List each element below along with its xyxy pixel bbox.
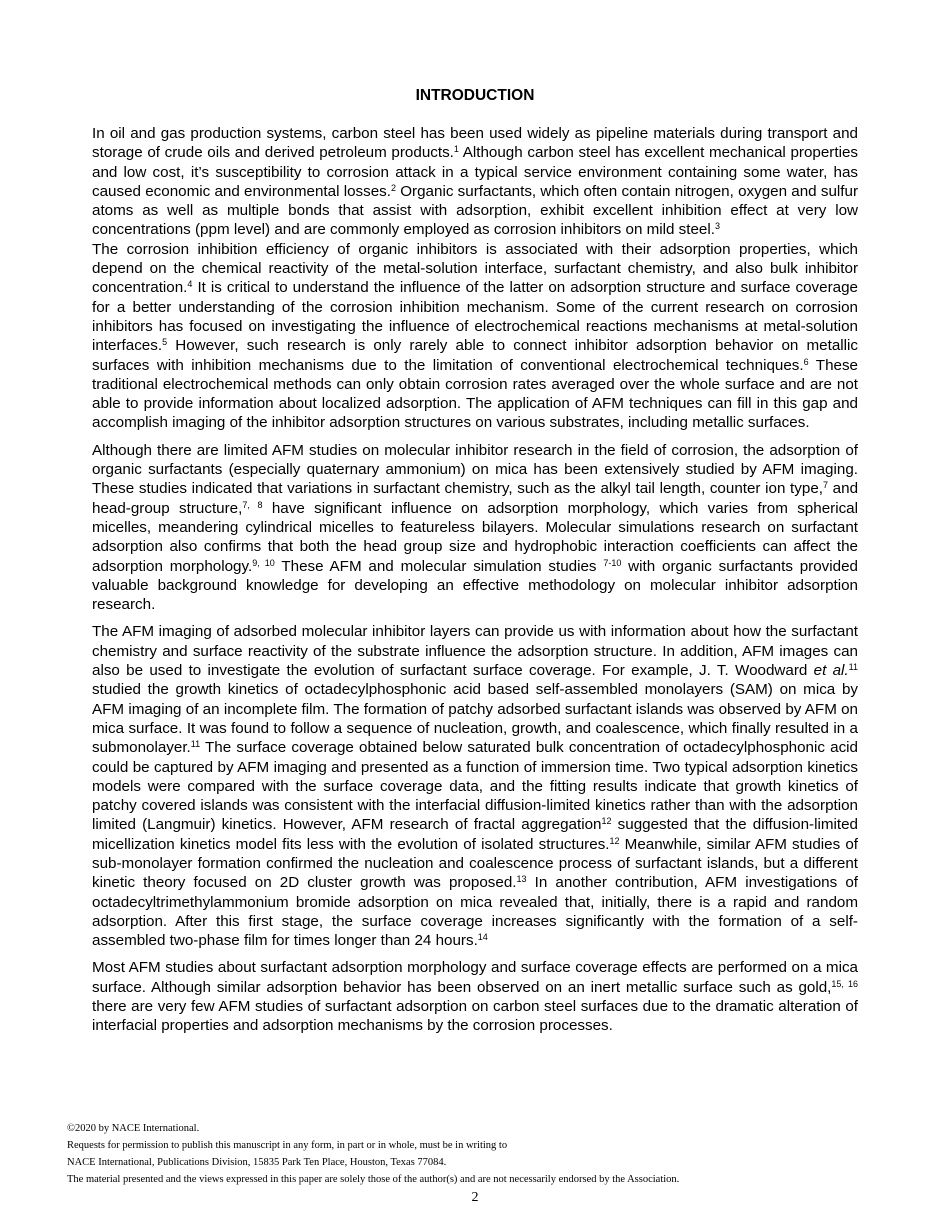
text-run: The surface coverage obtained below saturated bulk concentration of octadecylphosphonic acid could be captured by AFM imaging and presented as a function of immersion time. Two typical adsorption kinetics models were compared with the surface coverage data, and the fitting results indicate that growth kinetics of patchy covered islands was consistent with the interfacial diffusion-limited kinetics rather than with the adsorption limited (Langmuir) kinetics. However, AFM research of fractal aggregation [92, 739, 858, 834]
citation-superscript: 2 [390, 182, 396, 193]
text-run: studied the growth kinetics of octadecylphosphonic acid based self-assembled monolayers (SAM) on mica by AFM imaging of an incomplete film. The formation of patchy adsorbed surfactant islands was observed by AFM on mica surface. It was found to follow a sequence of nucleation, growth, and coalescence, which finally resulted in a submonolayer. [92, 681, 858, 757]
permission-line-1: Requests for permission to publish this manuscript in any form, in part or in whole, must be in writing to [67, 1140, 508, 1151]
citation-superscript: 6 [803, 356, 809, 367]
footer-notice [67, 1120, 883, 1188]
text-run: Although there are limited AFM studies on molecular inhibitor research in the field of corrosion, the adsorption of organic surfactants (especially quaternary ammonium) on mica has been extensively studied by AFM imaging. These studies indicated that variations in surfactant chemistry, such as the alkyl tail length, counter ion type, [92, 441, 858, 498]
page-number: 2 [471, 1190, 479, 1205]
text-run: with organic surfactants provided valuable background knowledge for developing an effective methodology on molecular inhibitor adsorption research. [92, 557, 858, 614]
citation-superscript: 7-10 [603, 557, 622, 568]
citation-superscript: 9, 10 [252, 557, 275, 568]
paragraph-2 [92, 240, 858, 433]
text-run: These AFM and molecular simulation studies [274, 557, 604, 575]
permission-line-2: NACE International, Publications Division, 15835 Park Ten Place, Houston, Texas 77084. [67, 1157, 447, 1168]
citation-superscript: 3 [714, 221, 720, 232]
paragraph-4 [92, 622, 858, 950]
citation-superscript: 4 [187, 279, 193, 290]
text-run: In oil and gas production systems, carbon steel has been used widely as pipeline materials during transport and storage of crude oils and derived petroleum products. [92, 125, 858, 162]
citation-superscript: 11 [848, 662, 858, 673]
text-run: have significant influence on adsorption morphology, which varies from spherical micelles, meandering cylindrical micelles to featureless bilayers. Molecular simulations research on surfactant adsorption also confirms that both the head group size and hydrophobic interaction coefficients can affect the adsorption morphology. [92, 499, 858, 575]
text-run: Although carbon steel has excellent mechanical properties and low cost, it’s susceptibility to corrosion attack in a typical service environment containing some water, has caused economic and environmental losses. [92, 144, 858, 200]
citation-superscript: 5 [162, 337, 168, 348]
citation-superscript: 15, 16 [831, 978, 858, 989]
citation-superscript: 7 [823, 480, 829, 491]
text-run: and head-group structure, [92, 480, 859, 517]
citation-superscript: 1 [453, 144, 459, 155]
disclaimer-line: The material presented and the views expressed in this paper are solely those of the author(s) and are not necessarily endorsed by the Association. [67, 1174, 680, 1185]
citation-superscript: 12 [609, 835, 620, 846]
text-run: In another contribution, AFM investigations of octadecyltrimethylammonium bromide adsorption on mica revealed that, initially, there is a rapid and random adsorption. After this first stage, the surface coverage increases significantly with the formation of a self-assembled two-phase film for times longer than 24 hours. [92, 874, 858, 950]
text-run: there are very few AFM studies of surfactant adsorption on carbon steel surfaces due to the dramatic alteration of interfacial properties and adsorption mechanisms by the corrosion processes. [92, 998, 858, 1035]
text-run: The AFM imaging of adsorbed molecular inhibitor layers can provide us with information about how the surfactant chemistry and surface reactivity of the substrate influence the adsorption structure. In addition, AFM images can also be used to investigate the evolution of surfactant surface coverage. For example, J. T. Woodward [92, 623, 858, 680]
copyright-line: ©2020 by NACE International. [67, 1123, 200, 1134]
paragraph-3 [92, 441, 858, 615]
text-run: Organic surfactants, which often contain nitrogen, oxygen and sulfur atoms as well as multiple bonds that assist with adsorption, exhibit excellent inhibition effect at very low concentrations (ppm level) and are commonly employed as corrosion inhibitors on mild steel. [92, 182, 859, 239]
text-run: However, such research is only rarely able to connect inhibitor adsorption behavior on metallic surfaces with inhibition mechanisms due to the limitation of conventional electrochemical techniques. [92, 337, 858, 374]
text-run: Meanwhile, similar AFM studies of sub-monolayer formation confirmed the nucleation and coalescence process of surfactant islands, but a different kinetic theory focused on 2D cluster growth was proposed. [92, 835, 858, 892]
text-run: Most AFM studies about surfactant adsorption morphology and surface coverage effects are performed on a mica surface. Although similar adsorption behavior has been observed on an inert metallic surface such as gold, [92, 959, 858, 996]
paragraph-1 [92, 124, 858, 240]
italic-text: et al. [813, 662, 849, 680]
citation-superscript: 11 [190, 739, 201, 750]
citation-superscript: 13 [516, 874, 527, 885]
paragraph-5 [92, 958, 858, 1035]
citation-superscript: 14 [477, 932, 488, 943]
citation-superscript: 7, 8 [242, 499, 263, 510]
text-run: It is critical to understand the influence of the latter on adsorption structure and surface coverage for a better understanding of the corrosion inhibition mechanism. Some of the current research on corrosion inhibitors has focused on investigating the influence of electrochemical reactions mechanisms at metal-solution interfaces. [92, 279, 858, 355]
text-run: The corrosion inhibition efficiency of organic inhibitors is associated with their adsorption properties, which depend on the chemical reactivity of the metal-solution interface, surfactant chemistry, and also bulk inhibitor concentration. [92, 240, 858, 297]
text-run: suggested that the diffusion-limited micellization kinetics model fits less with the evolution of isolated structures. [92, 816, 858, 853]
text-run: These traditional electrochemical methods can only obtain corrosion rates averaged over the whole surface and are not able to provide information about localized adsorption. The application of AFM techniques can fill in this gap and accomplish imaging of the inhibitor adsorption structures on various substrates, including metallic surfaces. [92, 356, 858, 432]
citation-superscript: 12 [601, 816, 612, 827]
body-text [92, 124, 858, 1036]
section-heading: INTRODUCTION [415, 87, 535, 104]
